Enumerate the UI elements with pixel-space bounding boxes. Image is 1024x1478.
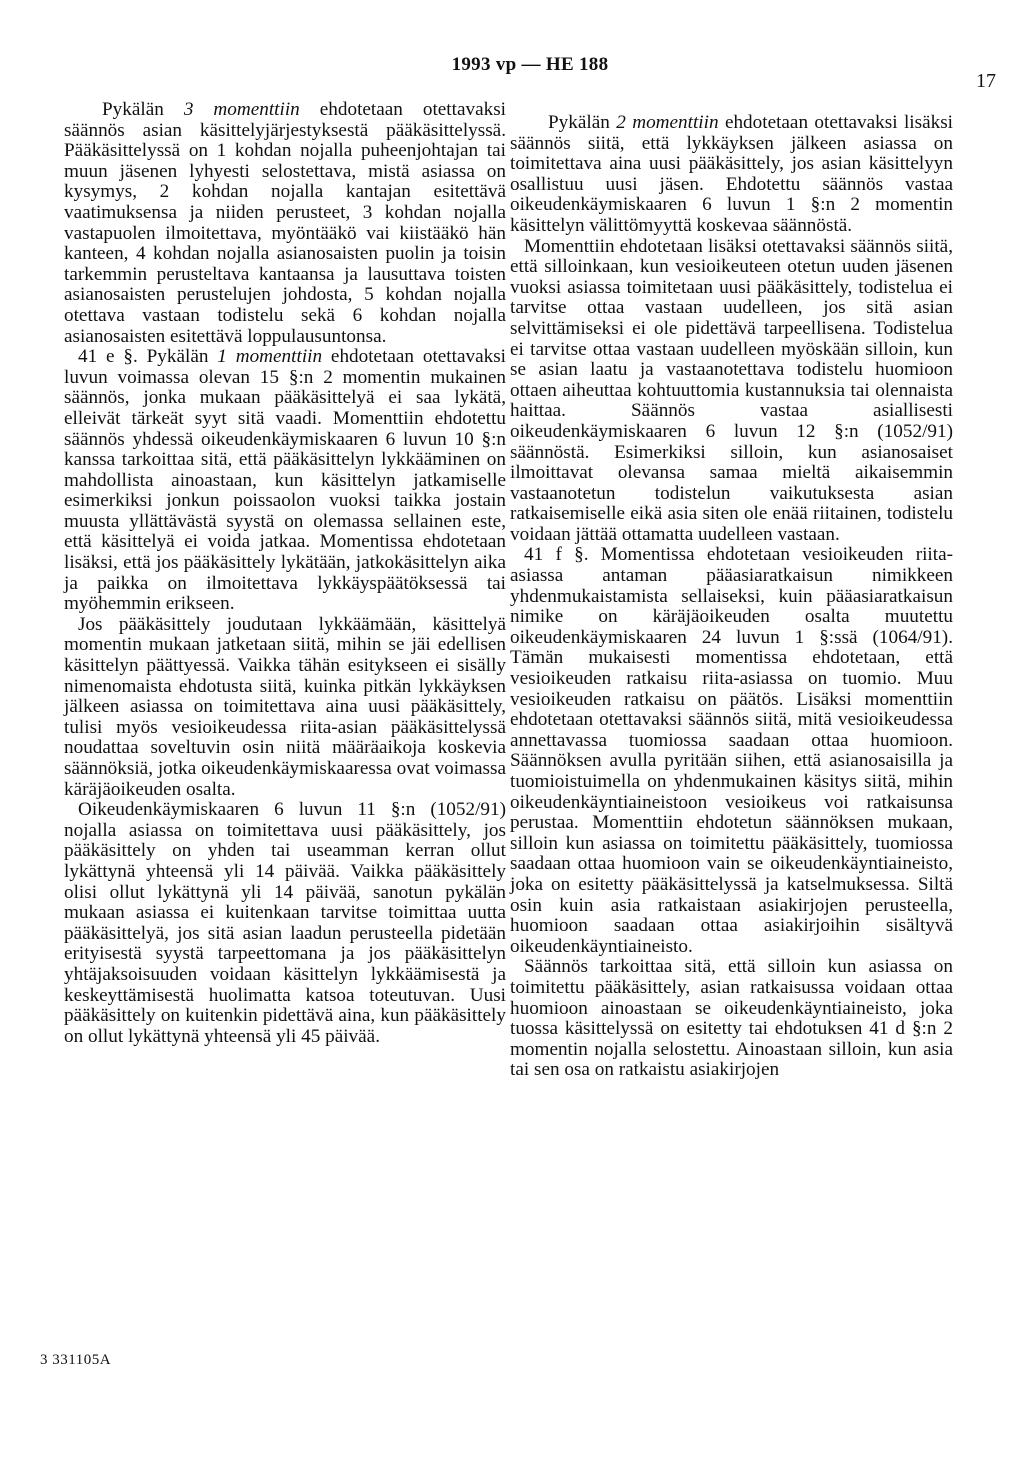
emphasis-text: 2 momenttiin — [616, 112, 719, 133]
running-title: 1993 vp — HE 188 — [451, 54, 609, 75]
left-column — [64, 100, 506, 1047]
paragraph-text: ehdotetaan otettavaksi lisäksi säännös siitä, että lykkäyksen jälkeen asiassa on toimitettava aina uusi pääkäsittely, jos asian käsittelyyn osallistuu uusi jäsen. Ehdotettu säännös vastaa oikeudenkäymiskaaren 6 luvun 1 §:n 2 momentin käsittelyn välittömyyttä koskevaa säännöstä. — [510, 112, 953, 236]
paragraph-text: Pykälän — [548, 112, 617, 133]
section-lead: 41 e §. Pykälän — [78, 346, 218, 368]
paragraph — [64, 100, 506, 347]
paragraph-text: Pykälän — [102, 99, 184, 120]
paragraph: Jos pääkäsittely joudutaan lykkäämään, käsittelyä momentin mukaan jatketaan siitä, mihin se jäi edellisen käsittelyn päättyessä. Vaikka tähän esitykseen ei sisälly nimenomaista ehdotusta siitä, kuinka pitkän lykkäyksen jälkeen asiassa on toimitettava aina uusi pääkäsittely, tulisi myös vesioikeudessa riita-asian pääkäsittelyssä noudattaa soveltuvin osin niitä määräaikoja koskevia säännöksiä, jotka oikeudenkäymiskaaressa ovat voimassa käräjäoikeuden osalta. — [64, 613, 506, 800]
paragraph: Oikeudenkäymiskaaren 6 luvun 11 §:n (1052/91) nojalla asiassa on toimitettava uusi pääkäsittely, jos pääkäsittely on yhden tai useamman kerran ollut lykättynä yhteensä yli 14 päivää. Vaikka pääkäsittely olisi ollut lykättynä yli 14 päivää, sanotun pykälän mukaan asiassa ei kuitenkaan tarvitse toimittaa uutta pääkäsittelyä, jos sitä asian laadun perusteella pidetään erityisestä syystä tarpeettomana ja jos pääkäsittelyn yhtäjaksoisuuden voidaan käsittelyn lykkäämisestä ja keskeyttämisestä huolimatta katsoa toteutuvan. Uusi pääkäsittely on kuitenkin pidettävä aina, kun pääkäsittely on ollut lykättynä yhteensä yli 45 päivää. — [64, 799, 506, 1047]
paragraph: Momenttiin ehdotetaan lisäksi otettavaksi säännös siitä, että silloinkaan, kun vesioikeuteen otetun uuden jäsenen vuoksi asiassa toimitetaan uusi pääkäsittely, todistelua ei tarvitse ottaa vastaan uudelleen, jos sitä asian selvittämiseksi ei ole pidettävä tarpeellisena. Todistelua ei tarvitse ottaa vastaan uudelleen myöskään silloin, kun se asian laatu ja vastaanotettava todistelu huomioon ottaen aiheuttaa kohtuuttomia kustannuksia tai olennaista haittaa. Säännös vastaa asiallisesti oikeudenkäymiskaaren 6 luvun 12 §:n (1052/91) säännöstä. Esimerkiksi silloin, kun asianosaiset ilmoittavat olevansa samaa mieltä aikaisemmin vastaanotetun todistelun vaikutuksesta asian ratkaisemiselle eikä asia siten ole enää riitainen, todistelu voidaan jättää ottamatta uudelleen vastaan. — [510, 235, 953, 545]
emphasis-text: 1 momenttiin — [217, 346, 323, 368]
paragraph-text: ehdotetaan otettavaksi säännös asian käsittelyjärjestyksestä pääkäsittelyssä. Pääkäsittelyssä on 1 kohdan nojalla puheenjohtajan tai muun jäsenen lyhyesti selostettava, mistä asiassa on kysymys, 2 kohdan nojalla kantajan esitettävä vaatimuksensa ja niiden perusteet, 3 kohdan nojalla vastapuolen ilmoitettava, myöntääkö vai kiistääkö hän kanteen, 4 kohdan nojalla asianosaisten puolin ja toisin tarkemmin perusteltava kantaansa ja lausuttava toisten asianosaisten perustelujen johdosta, 5 kohdan nojalla otettava vastaan todistelu sekä 6 kohdan nojalla asianosaisten esitettävä loppulausuntonsa. — [64, 99, 506, 347]
paragraph-text: ehdotetaan otettavaksi luvun voimassa olevan 15 §:n 2 momentin mukainen säännös, jonka mukaan pääkäsittelyä ei saa lykätä, elleivät tärkeät syyt sitä vaadi. Momenttiin ehdotettu säännös yhdessä oikeudenkäymiskaaren 6 luvun 10 §:n kanssa tarkoittaa sitä, että pääkäsittelyn lykkääminen on mahdollista ainoastaan, kun käsittelyn jatkamiselle esimerkiksi jonkun poissaolon vuoksi taikka jostain muusta yllättävästä syystä on olemassa sellainen este, että käsittelyä ei voida jatkaa. Momentissa ehdotetaan lisäksi, että jos pääkäsittely lykätään, jatkokäsittelyn aika ja paikka on ilmoitettava lykkäyspäätöksessä tai myöhemmin erikseen. — [64, 346, 506, 615]
emphasis-text: 3 momenttiin — [183, 99, 300, 120]
print-code: 3 331105A — [40, 1352, 112, 1368]
right-column — [510, 113, 953, 1081]
paragraph: Säännös tarkoittaa sitä, että silloin kun asiassa on toimitettu pääkäsittely, asian ratkaisussa voidaan ottaa huomioon ainoastaan se oikeudenkäyntiaineisto, joka tuossa käsittelyssä on esitetty tai ehdotuksen 41 d §:n 2 momentin nojalla selostettu. Ainoastaan silloin, kun asia tai sen osa on ratkaistu asiakirjojen — [510, 956, 953, 1081]
paragraph — [510, 113, 953, 237]
page-header — [0, 54, 1024, 92]
page-number: 17 — [976, 70, 996, 92]
paragraph — [64, 347, 506, 615]
paragraph: 41 f §. Momentissa ehdotetaan vesioikeuden riita-asiassa antaman pääasiaratkaisun nimikkeen yhdenmukaistamista sellaiseksi, kuin pääasiaratkaisun nimike on käräjäoikeuden osalta muutettu oikeudenkäymiskaaren 24 luvun 1 §:ssä (1064/91). Tämän mukaisesti momentissa ehdotetaan, että vesioikeuden ratkaisu riita-asiassa on tuomio. Muu vesioikeuden ratkaisu on päätös. Lisäksi momenttiin ehdotetaan otettavaksi säännös siitä, mitä vesioikeudessa annettavassa tuomiossa saadaan ottaa huomioon. Säännöksen avulla pyritään siihen, että asianosaisilla ja tuomioistuimella on yhdenmukainen käsitys siitä, mihin oikeudenkäyntiaineistoon vesioikeus voi ratkaisunsa perustaa. Momenttiin ehdotetun säännöksen mukaan, silloin kun asiassa on toimitettu pääkäsittely, tuomiossa saadaan ottaa huomioon vain se oikeudenkäyntiaineisto, joka on esitetty pääkäsittelyssä ja katselmuksessa. Siltä osin kuin asia ratkaistaan asiakirjojen perusteella, huomioon saadaan ottaa asiakirjoihin sisältyvä oikeudenkäyntiaineisto. — [510, 544, 953, 957]
